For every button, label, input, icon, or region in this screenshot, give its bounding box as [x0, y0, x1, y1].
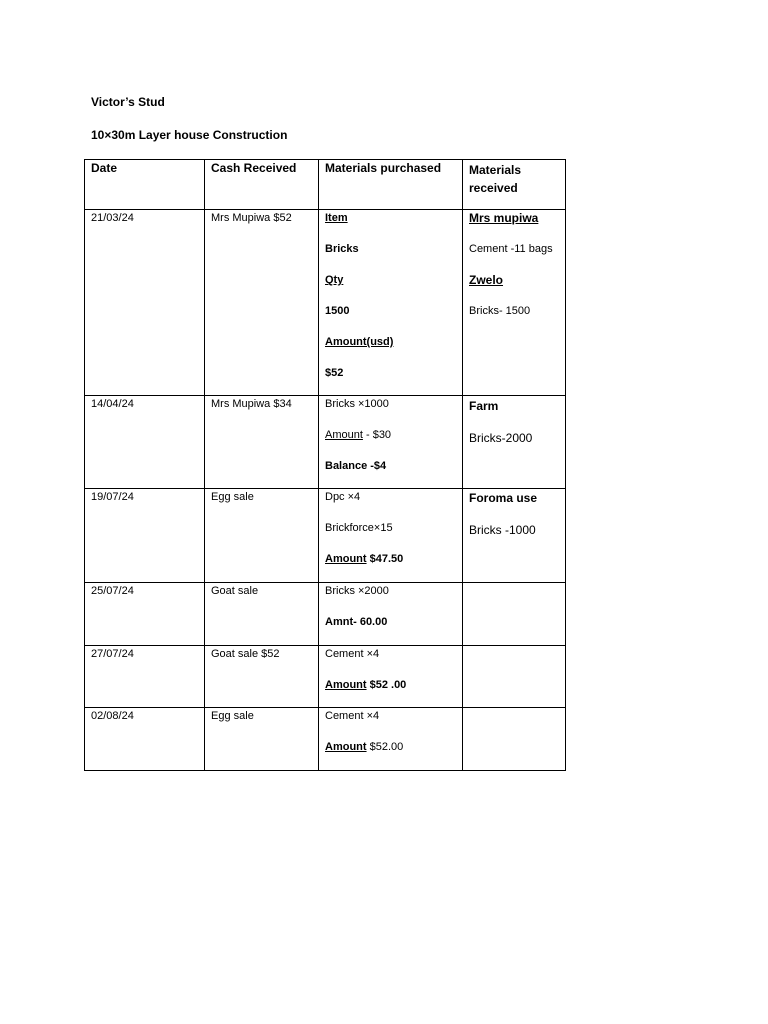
- amount-value: $47.50: [366, 553, 404, 565]
- cell-materials-received: [463, 210, 566, 396]
- cell-materials-purchased: [319, 396, 463, 489]
- table-row: [85, 210, 566, 396]
- cell-materials-received: [463, 708, 566, 771]
- cell-materials-purchased: [319, 210, 463, 396]
- header-materials-received: Materials received: [463, 160, 566, 210]
- cell-cash-received: Mrs Mupiwa $52: [205, 210, 319, 396]
- table-row: [85, 646, 566, 708]
- header-date: Date: [85, 160, 205, 210]
- table-row: [85, 583, 566, 646]
- received-item: Bricks -1000: [469, 523, 536, 537]
- qty-value: 1500: [325, 305, 350, 317]
- table-row: [85, 489, 566, 583]
- item-label: Item: [325, 212, 348, 224]
- received-item: Cement -11 bags: [469, 243, 553, 255]
- document-subtitle: 10×30m Layer house Construction: [91, 128, 288, 142]
- table-header-row: [85, 160, 566, 210]
- cell-cash-received: Egg sale: [205, 489, 319, 583]
- cell-date: 27/07/24: [85, 646, 205, 708]
- purchase-line: Dpc ×4: [325, 491, 361, 503]
- amount-value: $52.00: [366, 741, 404, 753]
- received-label: Foroma use: [469, 491, 538, 505]
- table-row: [85, 396, 566, 489]
- cell-materials-purchased: [319, 646, 463, 708]
- cell-cash-received: Goat sale: [205, 583, 319, 646]
- amount-value: $52: [325, 367, 344, 379]
- received-item: Bricks-2000: [469, 431, 533, 445]
- cell-materials-received: [463, 583, 566, 646]
- amount-value: - $30: [362, 429, 392, 441]
- construction-ledger-table: [84, 159, 566, 771]
- purchase-line: Bricks ×2000: [325, 585, 389, 597]
- supplier-label: Zwelo: [469, 273, 504, 287]
- balance-line: Balance -$4: [325, 460, 387, 472]
- document-title: Victor’s Stud: [91, 95, 165, 109]
- cell-materials-received: [463, 489, 566, 583]
- amount-label: Amount(usd): [325, 336, 394, 348]
- table-row: [85, 708, 566, 771]
- header-cash-received: Cash Received: [205, 160, 319, 210]
- purchase-line: Cement ×4: [325, 710, 380, 722]
- cell-date: 25/07/24: [85, 583, 205, 646]
- amount-line: Amnt- 60.00: [325, 616, 388, 628]
- cell-cash-received: Mrs Mupiwa $34: [205, 396, 319, 489]
- amount-label: Amount: [325, 553, 367, 565]
- item-value: Bricks: [325, 243, 359, 255]
- cell-materials-received: [463, 396, 566, 489]
- amount-label: Amount: [325, 429, 363, 441]
- amount-label: Amount: [325, 679, 367, 691]
- cell-date: 19/07/24: [85, 489, 205, 583]
- cell-date: 21/03/24: [85, 210, 205, 396]
- cell-date: 02/08/24: [85, 708, 205, 771]
- supplier-label: Mrs mupiwa: [469, 211, 539, 225]
- received-item: Bricks- 1500: [469, 305, 531, 317]
- amount-value: $52 .00: [366, 679, 407, 691]
- purchase-line: Cement ×4: [325, 648, 380, 660]
- cell-materials-purchased: [319, 583, 463, 646]
- amount-label: Amount: [325, 741, 367, 753]
- qty-label: Qty: [325, 274, 344, 286]
- cell-cash-received: Egg sale: [205, 708, 319, 771]
- header-materials-purchased: Materials purchased: [319, 160, 463, 210]
- cell-cash-received: Goat sale $52: [205, 646, 319, 708]
- received-label: Farm: [469, 399, 499, 413]
- purchase-line: Brickforce×15: [325, 522, 393, 534]
- cell-materials-received: [463, 646, 566, 708]
- cell-materials-purchased: [319, 708, 463, 771]
- cell-date: 14/04/24: [85, 396, 205, 489]
- cell-materials-purchased: [319, 489, 463, 583]
- purchase-line: Bricks ×1000: [325, 398, 389, 410]
